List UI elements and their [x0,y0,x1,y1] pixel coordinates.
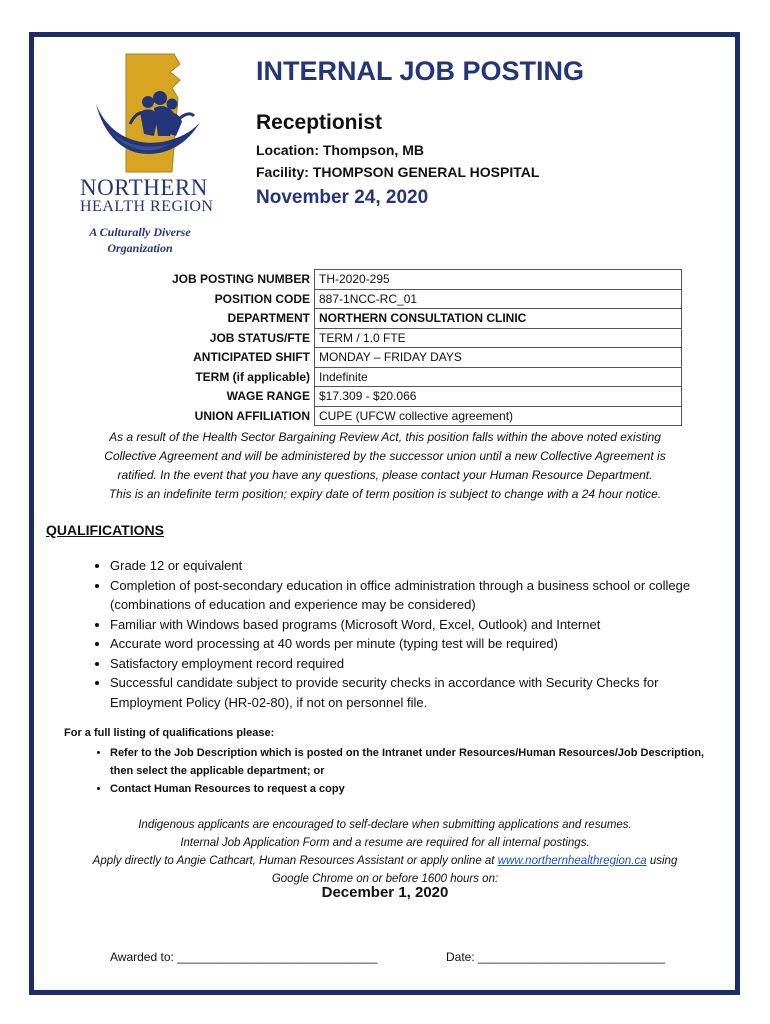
page-title: INTERNAL JOB POSTING [256,56,585,86]
list-item: • Successful candidate subject to provide security checks in accordance with Security Checks for Employment Policy (HR-02-80), if not on personnel file. [110,673,730,712]
awarded-to-field: Awarded to: ______________________________ [110,950,378,964]
location-text: Location: Thompson, MB [256,142,424,158]
list-item: • Completion of post-secondary education in office administration through a business school or college (combinations of education and experience may be considered) [110,576,730,615]
posting-date: November 24, 2020 [256,187,429,208]
row-value: TERM / 1.0 FTE [315,328,682,348]
row-label: JOB POSTING NUMBER [78,270,315,290]
row-value: $17.309 - $20.066 [315,387,682,407]
application-instructions [40,816,730,888]
row-label: JOB STATUS/FTE [78,328,315,348]
org-name-line2: HEALTH REGION [80,198,214,215]
row-label: UNION AFFILIATION [78,406,315,426]
tagline-line1: A Culturally Diverse [89,225,191,239]
row-label: TERM (if applicable) [78,367,315,387]
row-value: TH-2020-295 [315,270,682,290]
list-item: • Contact Human Resources to request a copy [110,780,730,798]
table-row [78,309,682,329]
table-row [78,387,682,407]
list-item: • Familiar with Windows based programs (Microsoft Word, Excel, Outlook) and Internet [110,615,730,635]
list-item: • Satisfactory employment record required [110,654,730,674]
table-row [78,328,682,348]
list-item: • Accurate word processing at 40 words per minute (typing test will be required) [110,634,730,654]
notice-line: This is an indefinite term position; expiry date of term position is subject to change with a 24 hour notice. [108,487,662,501]
closing-line: Indigenous applicants are encouraged to self-declare when submitting applications and resumes. [138,819,632,831]
notice-line: As a result of the Health Sector Bargaining Review Act, this position falls within the above noted existing [109,430,661,444]
apply-text-end: using [646,855,678,867]
deadline-date: December 1, 2020 [321,884,449,901]
closing-line [40,852,730,870]
row-label: POSITION CODE [78,289,315,309]
closing-line: Internal Job Application Form and a resume are required for all internal postings. [180,837,590,849]
qualifications-list [88,556,730,712]
bargaining-notice [40,428,730,504]
org-name-line1: NORTHERN [80,175,208,200]
date-field: Date: ____________________________ [446,950,665,964]
list-item: • Refer to the Job Description which is posted on the Intranet under Resources/Human Resources/Job Description, then select the applicable department; or [110,744,730,780]
tagline-line2: Organization [107,241,173,255]
row-value: CUPE (UFCW collective agreement) [315,406,682,426]
job-info-table [78,269,682,426]
list-item: • Grade 12 or equivalent [110,556,730,576]
row-value: 887-1NCC-RC_01 [315,289,682,309]
table-row [78,406,682,426]
full-listing-list [88,744,730,798]
table-row [78,270,682,290]
full-listing-heading: For a full listing of qualifications please: [64,727,275,739]
facility-text: Facility: THOMPSON GENERAL HOSPITAL [256,164,540,180]
row-label: WAGE RANGE [78,387,315,407]
row-label: DEPARTMENT [78,309,315,329]
table-row [78,348,682,368]
closing-line: Google Chrome on or before 1600 hours on: [271,873,499,885]
position-title: Receptionist [256,111,383,134]
row-label: ANTICIPATED SHIFT [78,348,315,368]
org-tagline [60,224,220,256]
apply-text: Apply directly to Angie Cathcart, Human Resources Assistant or apply online at [92,855,498,867]
table-row [78,289,682,309]
row-value: Indefinite [315,367,682,387]
qualifications-heading: QUALIFICATIONS [46,522,164,538]
website-link[interactable]: www.northernhealthregion.ca [497,855,647,867]
notice-line: Collective Agreement and will be administered by the successor union until a new Collective Agreement is [104,449,666,463]
notice-line: ratified. In the event that you have any questions, please contact your Human Resource Department. [117,468,653,482]
row-value: NORTHERN CONSULTATION CLINIC [315,309,682,329]
table-row [78,367,682,387]
row-value: MONDAY – FRIDAY DAYS [315,348,682,368]
